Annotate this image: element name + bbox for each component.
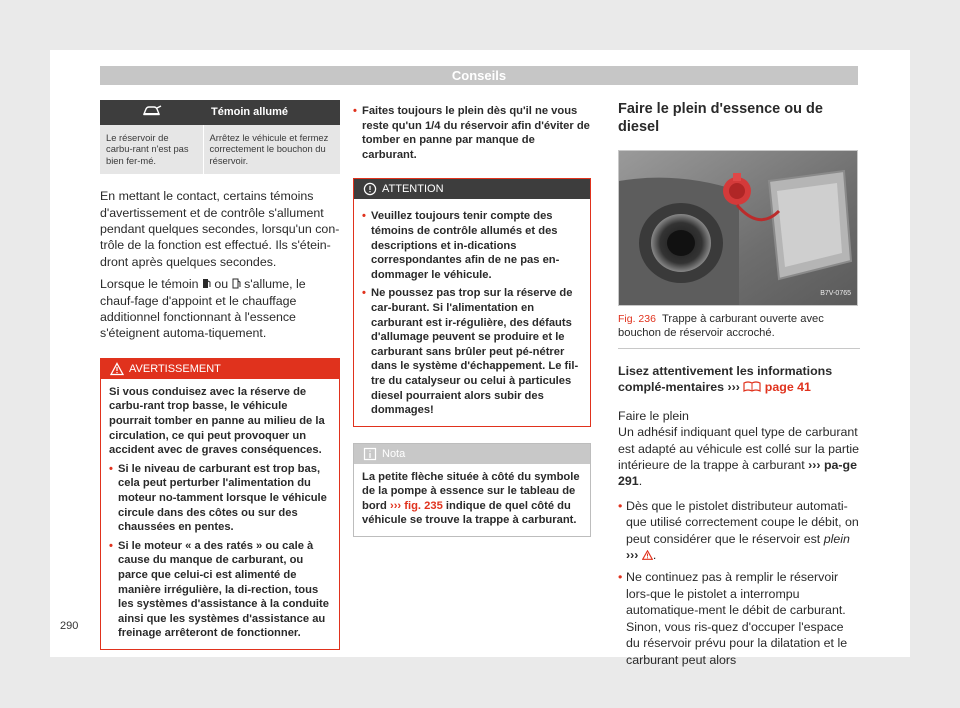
page-number: 290 [60,620,79,632]
column-left [100,100,340,650]
note-info-icon [363,447,377,461]
fuel-filler-car-icon [142,105,162,117]
photo-code: B7V-0765 [820,289,851,297]
warning-item: • Faites toujours le plein dès qu'il ne vous reste qu'un 1/4 du réservoir afin d'éviter de tomber en panne par manque de carburant. [353,104,591,162]
intro-text [100,188,340,342]
section-title: Faire le plein d'essence ou de diesel [618,101,823,135]
table-cell-cause: Le réservoir de carbu-rant n'est pas bien fer-mé. [100,125,203,174]
fuel-flap-illustration [619,151,858,306]
warning-triangle-icon [642,550,653,560]
subhead: Faire le plein [618,408,689,423]
attention-item: • Ne poussez pas trop sur la réserve de car-burant. Si l'alimentation en carburant est ir-régulière, des défauts d'allumage peuvent se produire et le carburant sans brûler peut pé-nétrer dans le système d'échappement. Le fil-tre du catalyseur ou celui à particules diesel pourraient alors subir des dommages! [362,286,582,417]
attention-box [353,178,591,426]
warning-box [100,358,340,650]
page-41-link[interactable]: page 41 [764,380,811,395]
table-cell-solution: Arrêtez le véhicule et fermez correctement le bouchon du réservoir. [203,125,340,174]
fig-235-link[interactable]: ››› fig. 235 [389,499,443,512]
bullet-full: • Dès que le pistolet distributeur automati-que utilisé correctement coupe le débit, on peut considérer que le réservoir est plein ››› . [618,498,860,564]
attention-item: • Veuillez toujours tenir compte des témoins de contrôle allumés et des descriptions et in-dications correspondantes afin de ne pas en-dommager le véhicule. [362,209,582,282]
book-icon [743,381,761,392]
fuel-pump-icon [202,278,211,289]
warning-intro: Si vous conduisez avec la réserve de carbu-rant trop basse, le véhicule pourrait tomber en panne au milieu de la circulation, ce qui peut provoquer un accident avec de graves conséquences. [109,385,325,457]
warning-lamp-table [100,100,340,174]
warning-item: • Si le moteur « a des ratés » ou cale à cause du manque de carburant, ou parce que celui-ci est alimenté de manière irrégulière, la di-rection, tous les systèmes d'assistance à la conduite ainsi que les systèmes d'assistance au freinage arrêteront de fonctionner. [109,539,331,641]
column-middle [353,100,591,537]
attention-box-body [354,199,590,425]
warning-item: • Si le niveau de carburant est trop bas, cela peut perturber l'alimentation du moteur no-tamment lorsque le véhicule circule dans des côtes ou sur des chaussées en pentes. [109,462,331,535]
attention-circle-icon [363,182,377,196]
table-header-label: Témoin allumé [203,100,340,125]
warning-continued [353,100,591,162]
paragraph-sticker: Un adhésif indiquant quel type de carburant est adapté au véhicule est collé sur la partie intérieure de la trappe à carburant ››› pa-ge 291. [618,425,860,489]
note-box [353,443,591,537]
table-header-icon-cell [100,100,203,125]
manual-page [50,50,910,667]
figure-label: Fig. 236 [618,313,656,325]
note-box-body: La petite flèche située à côté du symbole de la pompe à essence sur le tableau de bord ››› fig. 235 indique de quel côté du véhicule se trouve la trappe à carburant. [362,470,580,527]
section-header: Conseils [100,66,858,85]
attention-box-header: ATTENTION [354,179,590,199]
paragraph-heater: Lorsque le témoin ou s'allume, le chauf-fage d'appoint et le chauffage additionnel fonctionnant à l'essence s'éteignent automa-tiquement. [100,277,306,341]
paragraph-startup: En mettant le contact, certains témoins d'avertissement et de contrôle s'allument pendant quelques secondes, lorsqu'un con-trôle de la fonction est effectué. Ils s'étein-dront après quelques secondes. [100,189,340,269]
fuel-pump-outline-icon [232,278,241,289]
note-box-header: Nota [354,444,590,464]
fuel-flap-photo [618,150,858,306]
warning-triangle-icon [110,362,124,376]
read-info: Lisez attentivement les informations complé-mentaires ››› page 41 [618,364,833,395]
warning-box-body [101,379,339,649]
column-right [618,100,860,668]
figure-caption: Fig. 236 Trappe à carburant ouverte avec bouchon de réservoir accroché. [618,312,860,349]
page-291-link[interactable]: ››› pa-ge 291 [618,458,857,489]
bullet-overfill: • Ne continuez pas à remplir le réservoir lors-que le pistolet a interrompu automatique-ment le débit de carburant. Sinon, vous ris-quez d'occuper l'espace du réservoir prévu pour la dilatation et le carburant peut alors [618,569,860,667]
warning-box-header: AVERTISSEMENT [101,359,339,379]
